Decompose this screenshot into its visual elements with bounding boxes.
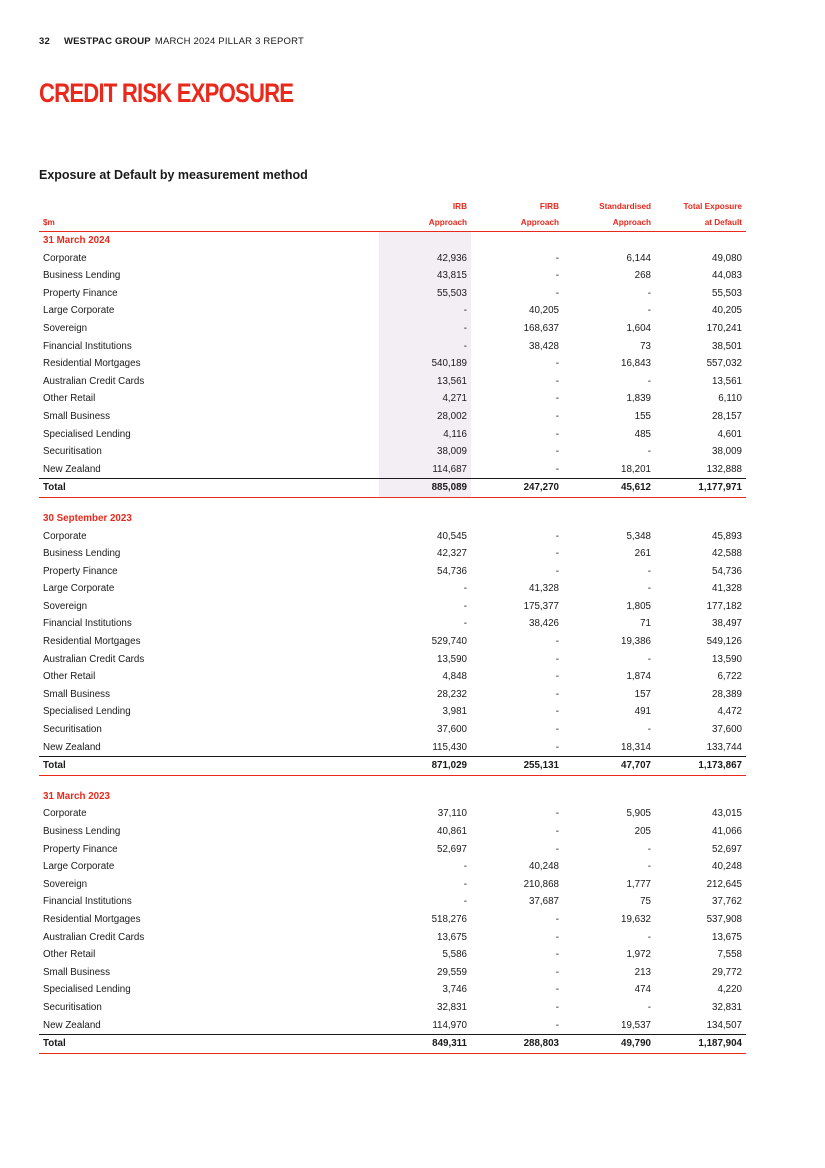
cell-value: 5,348 bbox=[626, 530, 651, 542]
cell-value: 55,503 bbox=[379, 285, 471, 303]
cell-value: - bbox=[647, 843, 651, 855]
cell-value: 133,744 bbox=[706, 741, 742, 753]
cell-value: 4,472 bbox=[717, 706, 742, 718]
table-row bbox=[39, 355, 746, 373]
period-row bbox=[39, 510, 746, 528]
cell-value: - bbox=[555, 741, 559, 753]
cell-value: - bbox=[555, 463, 559, 475]
row-label: Large Corporate bbox=[43, 861, 115, 873]
cell-value: 37,687 bbox=[529, 896, 559, 908]
cell-value: - bbox=[555, 446, 559, 458]
row-label: Australian Credit Cards bbox=[43, 375, 145, 387]
cell-value: 45,893 bbox=[712, 530, 742, 542]
cell-value: 32,831 bbox=[712, 1001, 742, 1013]
header-row-bottom bbox=[39, 215, 746, 232]
cell-value: - bbox=[555, 671, 559, 683]
table-row bbox=[39, 285, 746, 303]
section-spacer bbox=[39, 497, 746, 510]
cell-value: 1,173,867 bbox=[655, 757, 746, 776]
cell-value: - bbox=[555, 808, 559, 820]
cell-value: - bbox=[555, 1001, 559, 1013]
cell-value: - bbox=[647, 305, 651, 317]
cell-value: 168,637 bbox=[523, 322, 559, 334]
row-label: Australian Credit Cards bbox=[43, 653, 145, 665]
cell-value: 28,389 bbox=[712, 688, 742, 700]
table-row bbox=[39, 443, 746, 461]
cell-value: 115,430 bbox=[432, 741, 467, 753]
cell-value: 1,177,971 bbox=[655, 479, 746, 498]
cell-value: 40,861 bbox=[437, 826, 467, 837]
row-label: Australian Credit Cards bbox=[43, 931, 145, 943]
row-label: Sovereign bbox=[43, 600, 88, 612]
cell-value: - bbox=[647, 375, 651, 387]
table-row bbox=[39, 686, 746, 704]
cell-value: 213 bbox=[634, 966, 651, 978]
row-label: Sovereign bbox=[43, 322, 88, 334]
cell-value: - bbox=[555, 949, 559, 961]
cell-value: 210,868 bbox=[523, 878, 559, 890]
table-row bbox=[39, 946, 746, 964]
cell-value: 155 bbox=[634, 410, 651, 422]
col-std-top: Standardised bbox=[599, 202, 651, 211]
cell-value: - bbox=[555, 287, 559, 299]
table-row bbox=[39, 876, 746, 894]
cell-value: 42,936 bbox=[379, 250, 471, 268]
table-row bbox=[39, 668, 746, 686]
cell-value: - bbox=[463, 896, 467, 908]
cell-value: 28,157 bbox=[712, 410, 742, 422]
cell-value: - bbox=[555, 653, 559, 665]
cell-value: - bbox=[379, 320, 471, 338]
table-row bbox=[39, 528, 746, 546]
cell-value: - bbox=[555, 931, 559, 943]
col-firb-bottom: Approach bbox=[471, 215, 563, 232]
cell-value: 6,722 bbox=[717, 671, 742, 683]
table-row bbox=[39, 703, 746, 721]
cell-value: 37,600 bbox=[437, 724, 467, 736]
cell-value: 55,503 bbox=[712, 287, 742, 299]
table-row bbox=[39, 338, 746, 356]
cell-value: 18,201 bbox=[621, 463, 651, 475]
cell-value: - bbox=[647, 724, 651, 736]
cell-value: 5,586 bbox=[442, 949, 467, 961]
table-row bbox=[39, 841, 746, 859]
row-label: Property Finance bbox=[43, 287, 118, 299]
cell-value: 4,220 bbox=[717, 984, 742, 996]
period-label: 30 September 2023 bbox=[43, 512, 132, 524]
cell-value: - bbox=[555, 724, 559, 736]
table-row bbox=[39, 426, 746, 444]
row-label: Specialised Lending bbox=[43, 984, 131, 996]
org-name: WESTPAC GROUP bbox=[63, 36, 151, 47]
cell-value: 13,561 bbox=[712, 375, 742, 387]
header-row-top bbox=[39, 199, 746, 215]
cell-value: 19,632 bbox=[621, 913, 651, 925]
table-row bbox=[39, 721, 746, 739]
cell-value: 157 bbox=[634, 688, 651, 700]
cell-value: 40,248 bbox=[529, 861, 559, 873]
cell-value: - bbox=[463, 618, 467, 630]
table-row bbox=[39, 373, 746, 391]
cell-value: 37,762 bbox=[712, 896, 742, 908]
row-label: Corporate bbox=[43, 530, 87, 542]
cell-value: 1,839 bbox=[626, 393, 651, 405]
row-label: New Zealand bbox=[43, 741, 101, 753]
cell-value: - bbox=[463, 600, 467, 612]
period-row bbox=[39, 232, 746, 250]
cell-value: - bbox=[647, 931, 651, 943]
row-label: Financial Institutions bbox=[43, 896, 132, 908]
cell-value: 38,009 bbox=[712, 446, 742, 458]
unit-label: $m bbox=[39, 215, 379, 232]
cell-value: 13,561 bbox=[379, 373, 471, 391]
row-label: Property Finance bbox=[43, 565, 118, 577]
cell-value: 268 bbox=[634, 270, 651, 282]
cell-value: - bbox=[647, 1001, 651, 1013]
cell-value: - bbox=[647, 653, 651, 665]
table-row bbox=[39, 563, 746, 581]
table-row bbox=[39, 805, 746, 823]
table-row bbox=[39, 633, 746, 651]
cell-value: 4,271 bbox=[379, 390, 471, 408]
cell-value: 205 bbox=[634, 826, 651, 837]
period-label: 31 March 2024 bbox=[43, 235, 110, 246]
cell-value: - bbox=[555, 565, 559, 577]
cell-value: - bbox=[555, 393, 559, 405]
cell-value: 114,970 bbox=[432, 1019, 467, 1031]
cell-value: 49,080 bbox=[712, 252, 742, 264]
cell-value: - bbox=[555, 270, 559, 282]
cell-value: - bbox=[555, 410, 559, 422]
cell-value: 3,746 bbox=[442, 984, 467, 996]
cell-value: 52,697 bbox=[712, 843, 742, 855]
cell-value: 537,908 bbox=[706, 913, 742, 925]
cell-value: - bbox=[555, 252, 559, 264]
cell-value: 1,187,904 bbox=[655, 1035, 746, 1054]
row-label: Small Business bbox=[43, 410, 110, 422]
row-label: Total bbox=[39, 479, 379, 498]
table-row bbox=[39, 1017, 746, 1035]
cell-value: 28,232 bbox=[437, 688, 467, 700]
cell-value: 45,612 bbox=[563, 479, 655, 498]
cell-value: 540,189 bbox=[379, 355, 471, 373]
cell-value: 13,675 bbox=[437, 931, 467, 943]
cell-value: 7,558 bbox=[717, 949, 742, 961]
cell-value: 170,241 bbox=[706, 322, 742, 334]
cell-value: 4,601 bbox=[717, 428, 742, 440]
cell-value: - bbox=[555, 530, 559, 542]
cell-value: 132,888 bbox=[706, 463, 742, 475]
row-label: New Zealand bbox=[43, 463, 101, 475]
cell-value: - bbox=[647, 583, 651, 595]
cell-value: - bbox=[647, 287, 651, 299]
cell-value: 40,545 bbox=[437, 530, 467, 542]
cell-value: 29,772 bbox=[712, 966, 742, 978]
table-row bbox=[39, 461, 746, 479]
cell-value: 1,874 bbox=[626, 671, 651, 683]
cell-value: 52,697 bbox=[437, 843, 467, 855]
cell-value: - bbox=[647, 446, 651, 458]
cell-value: - bbox=[555, 428, 559, 440]
cell-value: 6,144 bbox=[626, 252, 651, 264]
row-label: Financial Institutions bbox=[43, 618, 132, 630]
cell-value: 849,311 bbox=[379, 1035, 471, 1054]
row-label: New Zealand bbox=[43, 1019, 101, 1031]
cell-value: - bbox=[555, 375, 559, 387]
cell-value: 38,501 bbox=[712, 340, 742, 352]
cell-value: 529,740 bbox=[431, 636, 467, 648]
page-title: CREDIT RISK EXPOSURE bbox=[39, 78, 294, 108]
cell-value: 73 bbox=[640, 340, 651, 352]
cell-value: 42,327 bbox=[437, 548, 467, 560]
cell-value: 177,182 bbox=[706, 600, 742, 612]
table-row bbox=[39, 858, 746, 876]
cell-value: 44,083 bbox=[712, 270, 742, 282]
cell-value: 38,428 bbox=[529, 340, 559, 352]
row-label: Sovereign bbox=[43, 878, 88, 890]
cell-value: - bbox=[379, 302, 471, 320]
row-label: Large Corporate bbox=[43, 305, 115, 317]
section-spacer bbox=[39, 775, 746, 788]
cell-value: 43,015 bbox=[712, 808, 742, 820]
cell-value: 247,270 bbox=[471, 479, 563, 498]
page-number: 32 bbox=[39, 36, 50, 47]
cell-value: - bbox=[647, 861, 651, 873]
cell-value: - bbox=[555, 706, 559, 718]
cell-value: 261 bbox=[634, 548, 651, 560]
cell-value: 47,707 bbox=[563, 757, 655, 776]
row-label: Specialised Lending bbox=[43, 706, 131, 718]
row-label: Corporate bbox=[43, 808, 87, 820]
cell-value: 41,066 bbox=[712, 826, 742, 837]
table-title: Exposure at Default by measurement method bbox=[39, 168, 308, 182]
cell-value: 1,604 bbox=[626, 322, 651, 334]
row-label: Specialised Lending bbox=[43, 428, 131, 440]
cell-value: 16,843 bbox=[621, 358, 651, 370]
cell-value: 13,675 bbox=[712, 931, 742, 943]
cell-value: - bbox=[463, 861, 467, 873]
table-row bbox=[39, 823, 746, 841]
cell-value: 29,559 bbox=[437, 966, 467, 978]
col-irb-top: IRB bbox=[452, 202, 467, 211]
cell-value: 49,790 bbox=[563, 1035, 655, 1054]
table-row bbox=[39, 893, 746, 911]
cell-value: 37,110 bbox=[437, 808, 467, 820]
cell-value: 38,497 bbox=[712, 618, 742, 630]
cell-value: - bbox=[555, 548, 559, 560]
cell-value: 3,981 bbox=[442, 706, 467, 718]
table-row bbox=[39, 964, 746, 982]
cell-value: 38,009 bbox=[379, 443, 471, 461]
col-firb-top: FIRB bbox=[539, 202, 559, 211]
cell-value: - bbox=[555, 826, 559, 837]
cell-value: 885,089 bbox=[379, 479, 471, 498]
cell-value: - bbox=[463, 583, 467, 595]
row-label: Total bbox=[39, 1035, 379, 1054]
col-irb-bottom: Approach bbox=[379, 215, 471, 232]
row-label: Business Lending bbox=[43, 548, 121, 560]
table-row bbox=[39, 302, 746, 320]
row-label: Large Corporate bbox=[43, 583, 115, 595]
cell-value: - bbox=[555, 1019, 559, 1031]
row-label: Other Retail bbox=[43, 949, 96, 961]
cell-value: 54,736 bbox=[437, 565, 467, 577]
cell-value: 1,972 bbox=[626, 949, 651, 961]
cell-value: 6,110 bbox=[718, 393, 742, 405]
cell-value: 42,588 bbox=[712, 548, 742, 560]
table-row bbox=[39, 580, 746, 598]
cell-value: 549,126 bbox=[706, 636, 742, 648]
cell-value: 5,905 bbox=[626, 808, 651, 820]
cell-value: 518,276 bbox=[431, 913, 467, 925]
col-std-bottom: Approach bbox=[563, 215, 655, 232]
report-name: MARCH 2024 PILLAR 3 REPORT bbox=[154, 36, 305, 47]
row-label: Securitisation bbox=[43, 1001, 102, 1013]
table-row bbox=[39, 545, 746, 563]
cell-value: 40,248 bbox=[712, 861, 742, 873]
cell-value: 13,590 bbox=[437, 653, 467, 665]
row-label: Financial Institutions bbox=[43, 340, 132, 352]
cell-value: 71 bbox=[640, 618, 651, 630]
row-label: Business Lending bbox=[43, 826, 121, 837]
cell-value: 40,205 bbox=[712, 305, 742, 317]
total-row bbox=[39, 757, 746, 776]
row-label: Corporate bbox=[43, 252, 87, 264]
cell-value: 43,815 bbox=[379, 267, 471, 285]
row-label: Residential Mortgages bbox=[43, 636, 141, 648]
cell-value: 32,831 bbox=[437, 1001, 467, 1013]
cell-value: - bbox=[555, 843, 559, 855]
page-header bbox=[39, 36, 304, 47]
cell-value: 114,687 bbox=[379, 461, 471, 479]
row-label: Residential Mortgages bbox=[43, 913, 141, 925]
cell-value: - bbox=[379, 338, 471, 356]
row-label: Small Business bbox=[43, 966, 110, 978]
cell-value: 557,032 bbox=[706, 358, 742, 370]
cell-value: 871,029 bbox=[379, 757, 471, 776]
table-row bbox=[39, 651, 746, 669]
cell-value: - bbox=[555, 688, 559, 700]
row-label: Property Finance bbox=[43, 843, 118, 855]
cell-value: 75 bbox=[640, 896, 651, 908]
ead-table bbox=[39, 199, 746, 1054]
cell-value: 212,645 bbox=[706, 878, 742, 890]
table-row bbox=[39, 598, 746, 616]
cell-value: - bbox=[555, 984, 559, 996]
row-label: Securitisation bbox=[43, 446, 102, 458]
cell-value: 1,777 bbox=[626, 878, 651, 890]
row-label: Other Retail bbox=[43, 393, 96, 405]
table-row bbox=[39, 615, 746, 633]
cell-value: 40,205 bbox=[529, 305, 559, 317]
table-row bbox=[39, 390, 746, 408]
table-row bbox=[39, 999, 746, 1017]
row-label: Total bbox=[39, 757, 379, 776]
cell-value: 41,328 bbox=[529, 583, 559, 595]
table-row bbox=[39, 320, 746, 338]
cell-value: - bbox=[647, 565, 651, 577]
cell-value: 134,507 bbox=[706, 1019, 742, 1031]
period-label: 31 March 2023 bbox=[43, 790, 110, 802]
cell-value: 18,314 bbox=[621, 741, 651, 753]
table-row bbox=[39, 250, 746, 268]
row-label: Business Lending bbox=[43, 270, 121, 282]
cell-value: - bbox=[555, 913, 559, 925]
table-row bbox=[39, 929, 746, 947]
cell-value: 1,805 bbox=[626, 600, 651, 612]
cell-value: - bbox=[463, 878, 467, 890]
cell-value: 491 bbox=[634, 706, 651, 718]
table-row bbox=[39, 408, 746, 426]
cell-value: 175,377 bbox=[523, 600, 559, 612]
cell-value: 19,537 bbox=[621, 1019, 651, 1031]
cell-value: - bbox=[555, 358, 559, 370]
period-row bbox=[39, 788, 746, 806]
cell-value: 4,116 bbox=[379, 426, 471, 444]
cell-value: - bbox=[555, 966, 559, 978]
table-row bbox=[39, 739, 746, 757]
table-row bbox=[39, 981, 746, 999]
table-row bbox=[39, 911, 746, 929]
cell-value: 37,600 bbox=[712, 724, 742, 736]
cell-value: 54,736 bbox=[712, 565, 742, 577]
cell-value: 38,426 bbox=[529, 618, 559, 630]
col-total-bottom: at Default bbox=[655, 215, 746, 232]
cell-value: 474 bbox=[634, 984, 651, 996]
row-label: Residential Mortgages bbox=[43, 358, 141, 370]
cell-value: 4,848 bbox=[442, 671, 467, 683]
col-total-top: Total Exposure bbox=[683, 202, 742, 211]
row-label: Securitisation bbox=[43, 724, 102, 736]
cell-value: 288,803 bbox=[471, 1035, 563, 1054]
total-row bbox=[39, 479, 746, 498]
table-row bbox=[39, 267, 746, 285]
row-label: Small Business bbox=[43, 688, 110, 700]
total-row bbox=[39, 1035, 746, 1054]
cell-value: 13,590 bbox=[712, 653, 742, 665]
cell-value: - bbox=[555, 636, 559, 648]
cell-value: 28,002 bbox=[379, 408, 471, 426]
cell-value: 41,328 bbox=[712, 583, 742, 595]
cell-value: 19,386 bbox=[621, 636, 651, 648]
row-label: Other Retail bbox=[43, 671, 96, 683]
cell-value: 255,131 bbox=[471, 757, 563, 776]
cell-value: 485 bbox=[634, 428, 651, 440]
